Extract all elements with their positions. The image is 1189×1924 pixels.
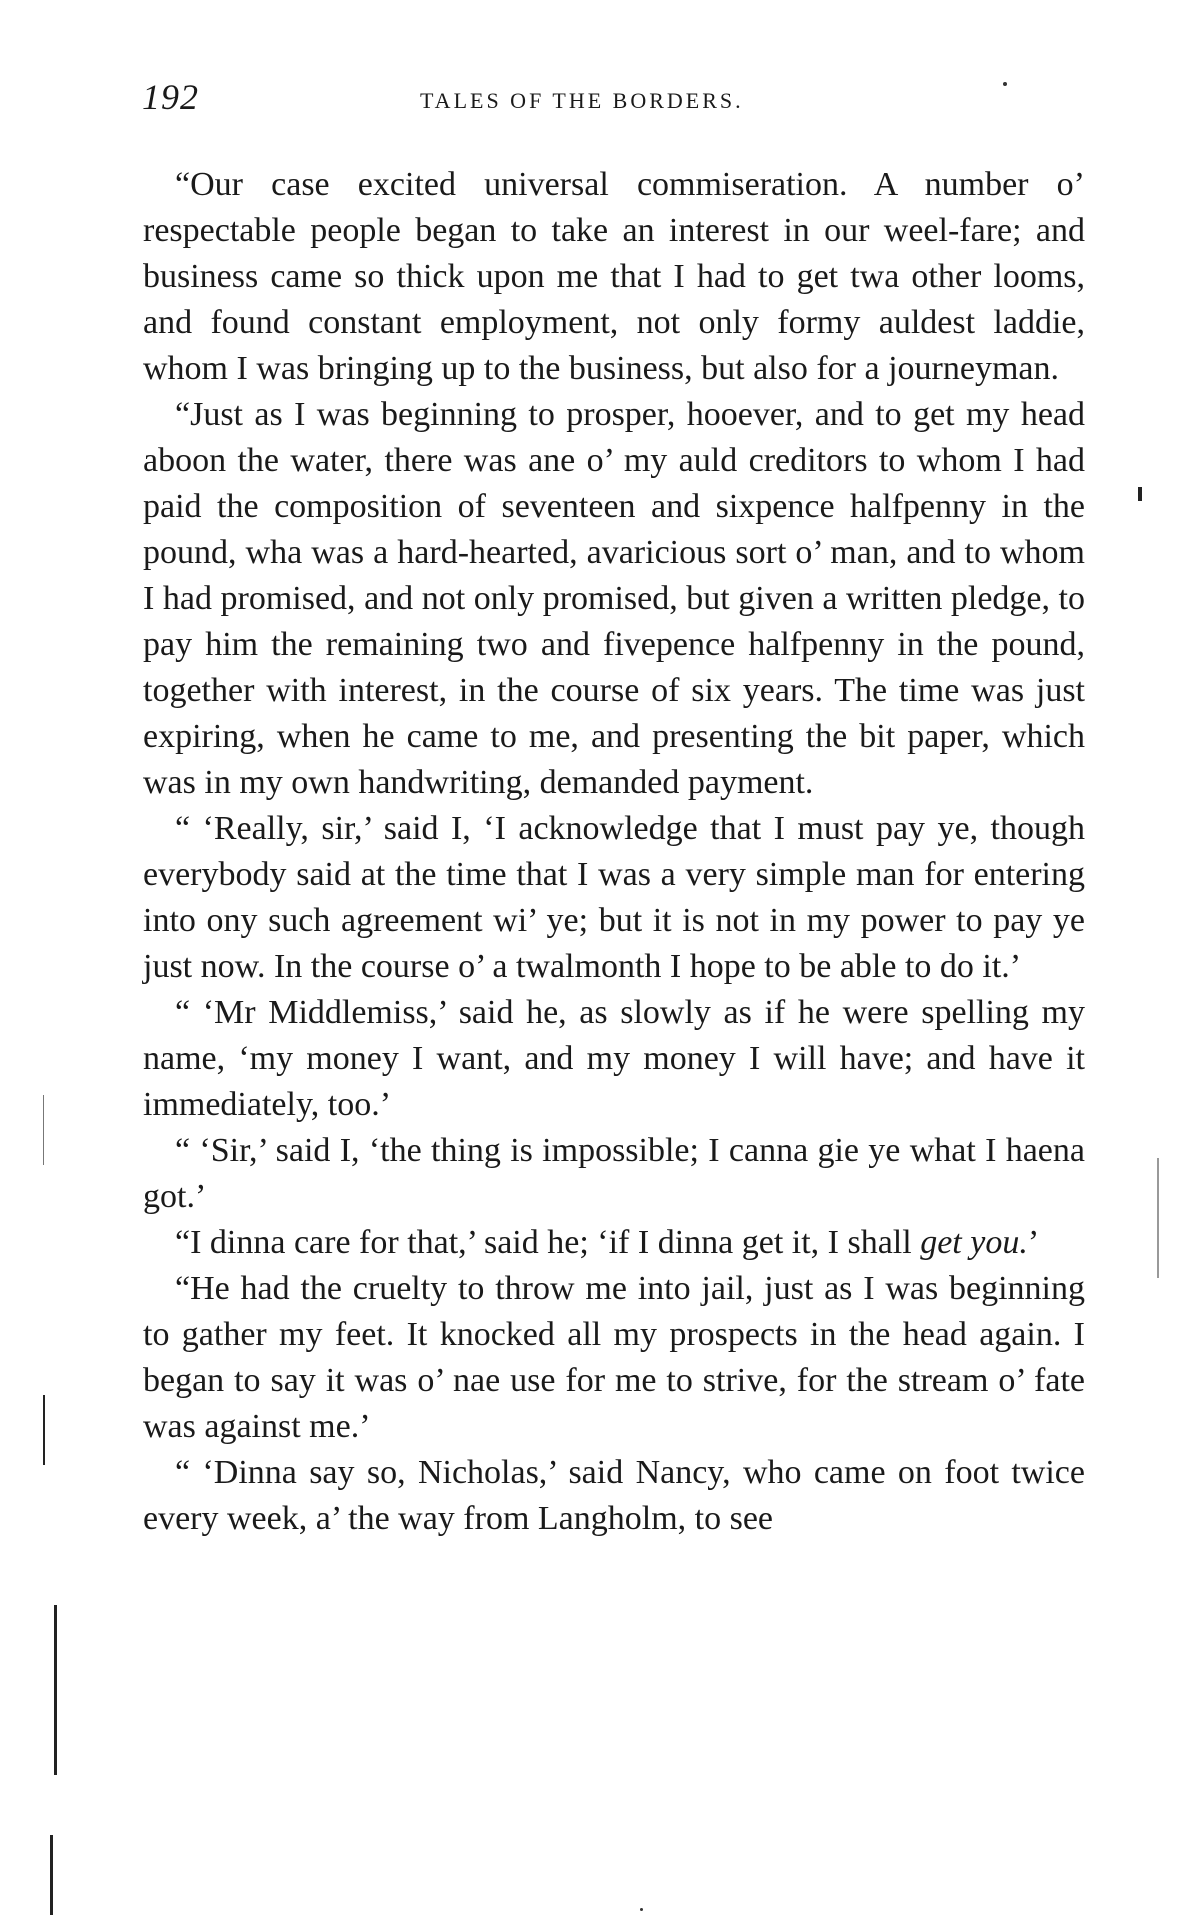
paragraph-6: [143, 1220, 1085, 1266]
scan-line: [43, 1395, 45, 1465]
paragraph-4: [143, 990, 1085, 1128]
scan-line: [54, 1605, 57, 1775]
paragraph-text: “He had the cruelty to throw me into jail, just as I was beginning to gather my feet. It knocked all my prospects in the head again. I began to say it was o’ nae use for me to strive, for the stream o’ fate was against me.’: [143, 1270, 1085, 1445]
scan-line: [1157, 1158, 1159, 1278]
paragraph-7: [143, 1266, 1085, 1450]
page-number: 192: [142, 77, 199, 117]
scan-speck: [1003, 82, 1007, 86]
emphasis-text: get you.: [920, 1224, 1028, 1261]
body-text: [143, 162, 1085, 1542]
scan-line: [50, 1835, 53, 1915]
paragraph-3: [143, 806, 1085, 990]
paragraph-text: “Our case excited universal commiseration. A number o’ respectable people began to take an interest in our weel-fare; and business came so thick upon me that I had to get twa other looms, and found constant employment, not only formy auldest laddie, whom I was bringing up to the business, but also for a journeyman.: [143, 166, 1085, 387]
paragraph-text: “ ‘Sir,’ said I, ‘the thing is impossible; I canna gie ye what I haena got.’: [143, 1132, 1085, 1215]
paragraph-1: [143, 162, 1085, 392]
paragraph-text: “ ‘Dinna say so, Nicholas,’ said Nancy, who came on foot twice every week, a’ the way from Langholm, to see: [143, 1454, 1085, 1537]
paragraph-2: [143, 392, 1085, 806]
scan-line: [43, 1095, 44, 1165]
paragraph-text: “Just as I was beginning to prosper, hooever, and to get my head aboon the water, there was ane o’ my auld creditors to whom I had paid the composition of seventeen and sixpence halfpenny in the pound, wha was a hard-hearted, avaricious sort o’ man, and to whom I had promised, and not only promised, but given a written pledge, to pay him the remaining two and fivepence halfpenny in the pound, together with interest, in the course of six years. The time was just expiring, when he came to me, and presenting the bit paper, which was in my own handwriting, demanded payment.: [143, 396, 1085, 801]
scan-speck: [640, 1908, 643, 1911]
paragraph-5: [143, 1128, 1085, 1220]
running-title: TALES OF THE BORDERS.: [420, 88, 744, 113]
paragraph-text-end: ’: [1027, 1224, 1040, 1261]
paragraph-text: “I dinna care for that,’ said he; ‘if I dinna get it, I shall: [175, 1224, 921, 1261]
scan-mark: [1138, 487, 1142, 501]
paragraph-text: “ ‘Mr Middlemiss,’ said he, as slowly as if he were spelling my name, ‘my money I want, and my money I will have; and have it immediately, too.’: [143, 994, 1085, 1123]
paragraph-8: [143, 1450, 1085, 1542]
paragraph-text: “ ‘Really, sir,’ said I, ‘I acknowledge that I must pay ye, though everybody said at the time that I was a very simple man for entering into ony such agreement wi’ ye; but it is not in my power to pay ye just now. In the course o’ a twalmonth I hope to be able to do it.’: [143, 810, 1085, 985]
